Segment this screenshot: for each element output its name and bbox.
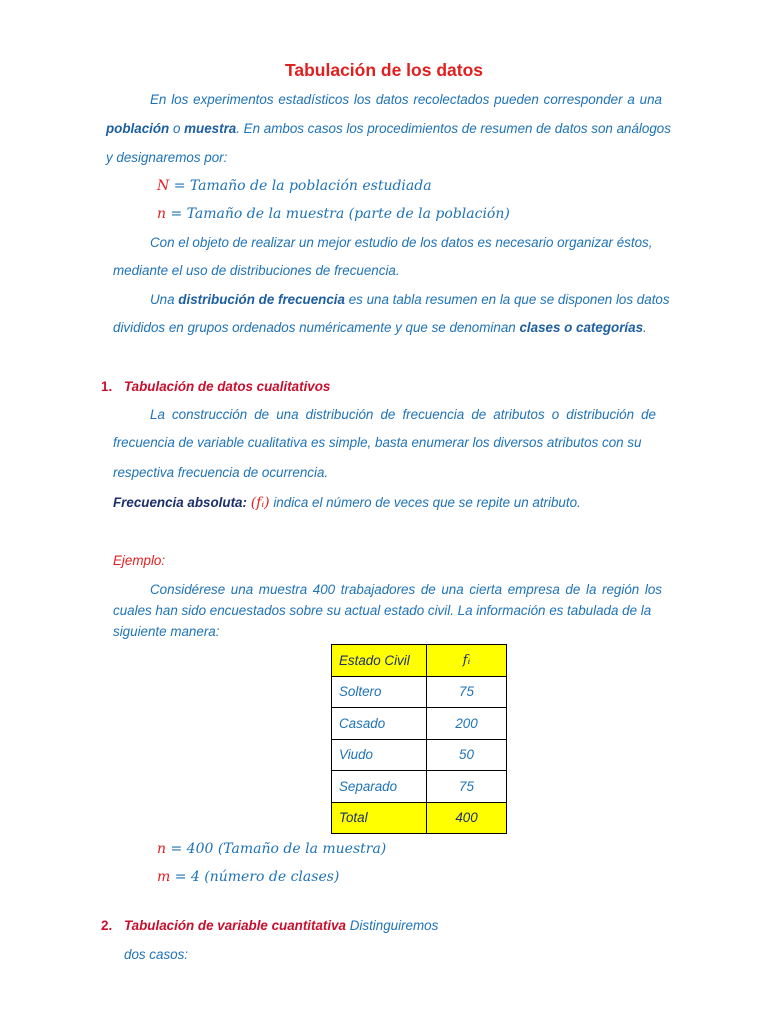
section1-number: 1. xyxy=(101,379,113,394)
var-n: n xyxy=(157,206,167,222)
intro-text-1: En los experimentos estadísticos los datos recolectados pueden corresponder a una xyxy=(150,92,662,107)
table-header-row xyxy=(332,645,507,677)
para2-line-2: mediante el uso de distribuciones de frecuencia. xyxy=(113,263,400,278)
total-value: 400 xyxy=(427,802,507,834)
result-m-text: = 4 (número de clases) xyxy=(170,869,340,885)
definition-n xyxy=(157,206,510,222)
para3-line-2 xyxy=(113,320,647,335)
row-label: Viudo xyxy=(332,739,427,771)
result-n-text: = 400 (Tamaño de la muestra) xyxy=(166,841,387,857)
section2-heading-line xyxy=(124,918,438,933)
example-text-1: Considérese una muestra 400 trabajadores de una cierta empresa de la región los xyxy=(150,582,662,597)
row-value: 75 xyxy=(427,676,507,708)
freq-symbol: (fᵢ) xyxy=(250,495,270,511)
row-label: Separado xyxy=(332,771,427,803)
para2-line-1: Con el objeto de realizar un mejor estudio de los datos es necesario organizar éstos, xyxy=(150,235,653,250)
example-line-1 xyxy=(150,582,662,597)
row-value: 75 xyxy=(427,771,507,803)
section2-number: 2. xyxy=(101,918,113,933)
intro-o: o xyxy=(169,121,185,136)
result-n xyxy=(157,841,386,857)
para3-rest: es una tabla resumen en la que se disponen los datos xyxy=(344,292,670,307)
section1-line-1 xyxy=(150,407,656,422)
freq-definition xyxy=(113,495,581,511)
var-N: N xyxy=(157,178,170,194)
definition-N xyxy=(157,178,432,194)
row-label: Casado xyxy=(332,708,427,740)
result-m-var: m xyxy=(157,869,171,885)
section1-heading: Tabulación de datos cualitativos xyxy=(124,379,331,394)
frequency-table xyxy=(331,644,507,834)
row-label: Soltero xyxy=(332,676,427,708)
intro-line-3: y designaremos por: xyxy=(106,150,228,165)
para3-period: . xyxy=(643,320,647,335)
term-muestra: muestra xyxy=(184,121,237,136)
example-label: Ejemplo: xyxy=(113,553,166,568)
para3-line-2-text: divididos en grupos ordenados numéricamente y que se denominan xyxy=(113,320,520,335)
page-title: Tabulación de los datos xyxy=(284,60,484,80)
result-n-var: n xyxy=(157,841,167,857)
row-value: 200 xyxy=(427,708,507,740)
section1-line-3: respectiva frecuencia de ocurrencia. xyxy=(113,465,329,480)
para3-line-1 xyxy=(150,292,670,307)
table-row xyxy=(332,676,507,708)
section1-line-2: frecuencia de variable cualitativa es simple, basta enumerar los diversos atributos con su xyxy=(113,435,642,450)
intro-line-1 xyxy=(150,92,662,107)
header-fi: fᵢ xyxy=(427,645,507,677)
freq-text: indica el número de veces que se repite un atributo. xyxy=(269,495,581,510)
intro-line-2 xyxy=(106,121,671,136)
table-total-row xyxy=(332,802,507,834)
para3-una: Una xyxy=(150,292,179,307)
section2-line-2: dos casos: xyxy=(124,947,189,962)
table-row xyxy=(332,739,507,771)
header-estado-civil: Estado Civil xyxy=(332,645,427,677)
term-distribucion: distribución de frecuencia xyxy=(178,292,345,307)
definition-n-text: = Tamaño de la muestra (parte de la población) xyxy=(166,206,510,222)
intro-text-2: . En ambos casos los procedimientos de resumen de datos son análogos xyxy=(236,121,671,136)
section1-text-1: La construcción de una distribución de frecuencia de atributos o distribución de xyxy=(150,407,656,422)
section2-heading: Tabulación de variable cuantitativa xyxy=(124,918,347,933)
definition-N-text: = Tamaño de la población estudiada xyxy=(169,178,432,194)
term-poblacion: población xyxy=(106,121,170,136)
total-label: Total xyxy=(332,802,427,834)
table-row xyxy=(332,708,507,740)
result-m xyxy=(157,869,339,885)
table-row xyxy=(332,771,507,803)
row-value: 50 xyxy=(427,739,507,771)
example-line-2: cuales han sido encuestados sobre su actual estado civil. La información es tabulada de la xyxy=(113,603,652,618)
section2-rest: Distinguiremos xyxy=(346,918,439,933)
freq-label: Frecuencia absoluta: xyxy=(113,495,247,510)
term-clases: clases o categorías xyxy=(519,320,644,335)
example-line-3: siguiente manera: xyxy=(113,624,220,639)
